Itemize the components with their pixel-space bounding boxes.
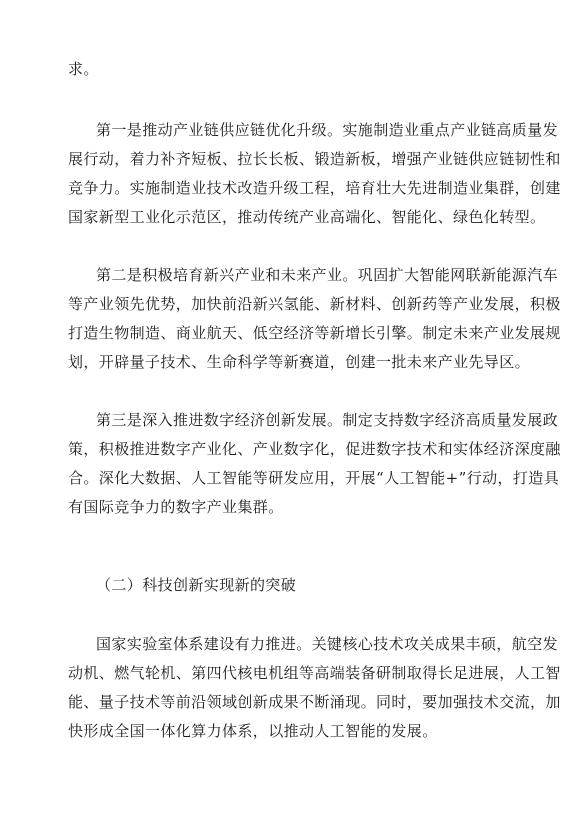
paragraph-3-line-1: 第三是深入推进数字经济创新发展。制定支持数字经济高质量发展政: [96, 411, 559, 429]
paragraph-4-line-4: 快形成全国一体化算力体系，以推动人工智能的发展。: [68, 722, 438, 740]
paragraph-2-line-2: 等产业领先优势，加快前沿新兴氢能、新材料、创新药等产业发展，积极: [68, 295, 561, 313]
section-heading: （二）科技创新实现新的突破: [96, 576, 297, 594]
paragraph-4-line-3: 能、量子技术等前沿领域创新成果不断涌现。同时，要加强技术交流，加: [68, 693, 561, 711]
paragraph-2-line-3: 打造生物制造、商业航天、低空经济等新增长引擎。制定未来产业发展规: [68, 324, 561, 342]
paragraph-1-line-4: 国家新型工业化示范区，推动传统产业高端化、智能化、绿色化转型。: [68, 208, 546, 226]
paragraph-4-line-2: 动机、燃气轮机、第四代核电机组等高端装备研制取得长足进展，人工智: [68, 664, 561, 682]
paragraph-3-line-3: 合。深化大数据、人工智能等研发应用，开展“人工智能+”行动，打造具: [68, 469, 560, 487]
paragraph-line: 求。: [68, 60, 99, 78]
paragraph-4-line-1: 国家实验室体系建设有力推进。关键核心技术攻关成果丰硕，航空发: [96, 635, 559, 653]
paragraph-3-line-2: 策，积极推进数字产业化、产业数字化，促进数字技术和实体经济深度融: [68, 440, 561, 458]
paragraph-1-line-2: 展行动，着力补齐短板、拉长长板、锻造新板，增强产业链供应链韧性和: [68, 150, 561, 168]
paragraph-1-line-1: 第一是推动产业链供应链优化升级。实施制造业重点产业链高质量发: [96, 121, 559, 139]
paragraph-2-line-1: 第二是积极培育新兴产业和未来产业。巩固扩大智能网联新能源汽车: [96, 266, 559, 284]
paragraph-2-line-4: 划，开辟量子技术、生命科学等新赛道，创建一批未来产业先导区。: [68, 353, 531, 371]
paragraph-1-line-3: 竞争力。实施制造业技术改造升级工程，培育壮大先进制造业集群，创建: [68, 179, 561, 197]
paragraph-3-line-4: 有国际竞争力的数字产业集群。: [68, 498, 284, 516]
